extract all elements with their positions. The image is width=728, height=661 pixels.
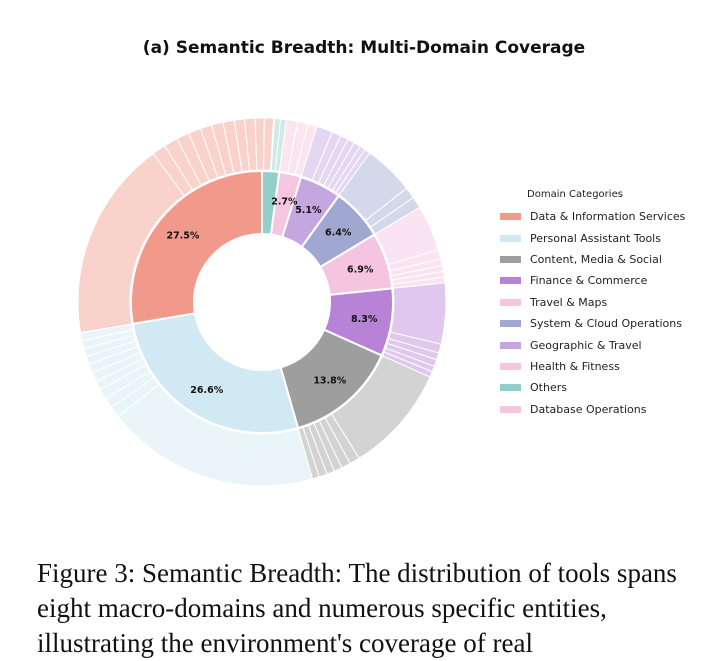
legend-item-content-media-and-social xyxy=(500,249,685,270)
legend-item-health-and-fitness xyxy=(500,356,685,377)
legend-swatch xyxy=(500,320,521,327)
slice-label-geographic-and-travel: 5.1% xyxy=(295,204,322,216)
slice-label-data-and-information-services: 27.5% xyxy=(166,230,200,242)
legend-label: Finance & Commerce xyxy=(530,274,648,288)
legend-swatch xyxy=(500,256,521,263)
figure-caption: Figure 3: Semantic Breadth: The distribution of tools spans eight macro-domains and numerous specific entities, illustrating the environment's coverage of real xyxy=(37,558,677,658)
legend-swatch xyxy=(500,342,521,349)
legend-swatch xyxy=(500,363,521,370)
legend-swatch xyxy=(500,213,521,220)
legend-label: Travel & Maps xyxy=(530,295,608,309)
legend-label: Others xyxy=(530,381,567,395)
slice-label-system-and-cloud-operations: 6.4% xyxy=(325,227,352,239)
legend-item-data-and-information-services xyxy=(500,206,685,227)
legend-label: Content, Media & Social xyxy=(530,252,662,266)
legend-item-system-and-cloud-operations xyxy=(500,313,685,334)
legend-title: Domain Categories xyxy=(527,189,623,200)
outer-segment-data-and-information-services-11 xyxy=(255,118,264,170)
legend-label: Personal Assistant Tools xyxy=(530,231,661,245)
chart-title: (a) Semantic Breadth: Multi-Domain Coverage xyxy=(142,38,586,58)
legend-label: Geographic & Travel xyxy=(530,338,642,352)
legend-swatch xyxy=(500,235,521,242)
legend xyxy=(500,189,685,420)
slice-label-finance-and-commerce: 8.3% xyxy=(351,313,378,325)
legend-item-geographic-and-travel xyxy=(500,334,685,355)
legend-swatch xyxy=(500,384,521,391)
slice-label-health-and-fitness: 6.9% xyxy=(346,264,374,276)
legend-item-personal-assistant-tools xyxy=(500,227,685,248)
legend-swatch xyxy=(500,406,521,413)
slice-label-content-media-and-social: 13.8% xyxy=(313,375,347,387)
slice-label-database-operations: 2.7% xyxy=(271,196,298,208)
slice-label-personal-assistant-tools: 26.6% xyxy=(190,385,224,397)
legend-swatch xyxy=(500,277,521,284)
legend-swatch xyxy=(500,299,521,306)
legend-item-travel-and-maps xyxy=(500,292,685,313)
legend-label: Data & Information Services xyxy=(530,210,686,224)
legend-item-finance-and-commerce xyxy=(500,270,685,291)
legend-item-database-operations xyxy=(500,399,685,420)
legend-label: System & Cloud Operations xyxy=(530,317,682,331)
legend-label: Database Operations xyxy=(530,402,647,416)
legend-label: Health & Fitness xyxy=(530,359,620,373)
legend-items xyxy=(500,206,685,420)
legend-item-others xyxy=(500,377,685,398)
